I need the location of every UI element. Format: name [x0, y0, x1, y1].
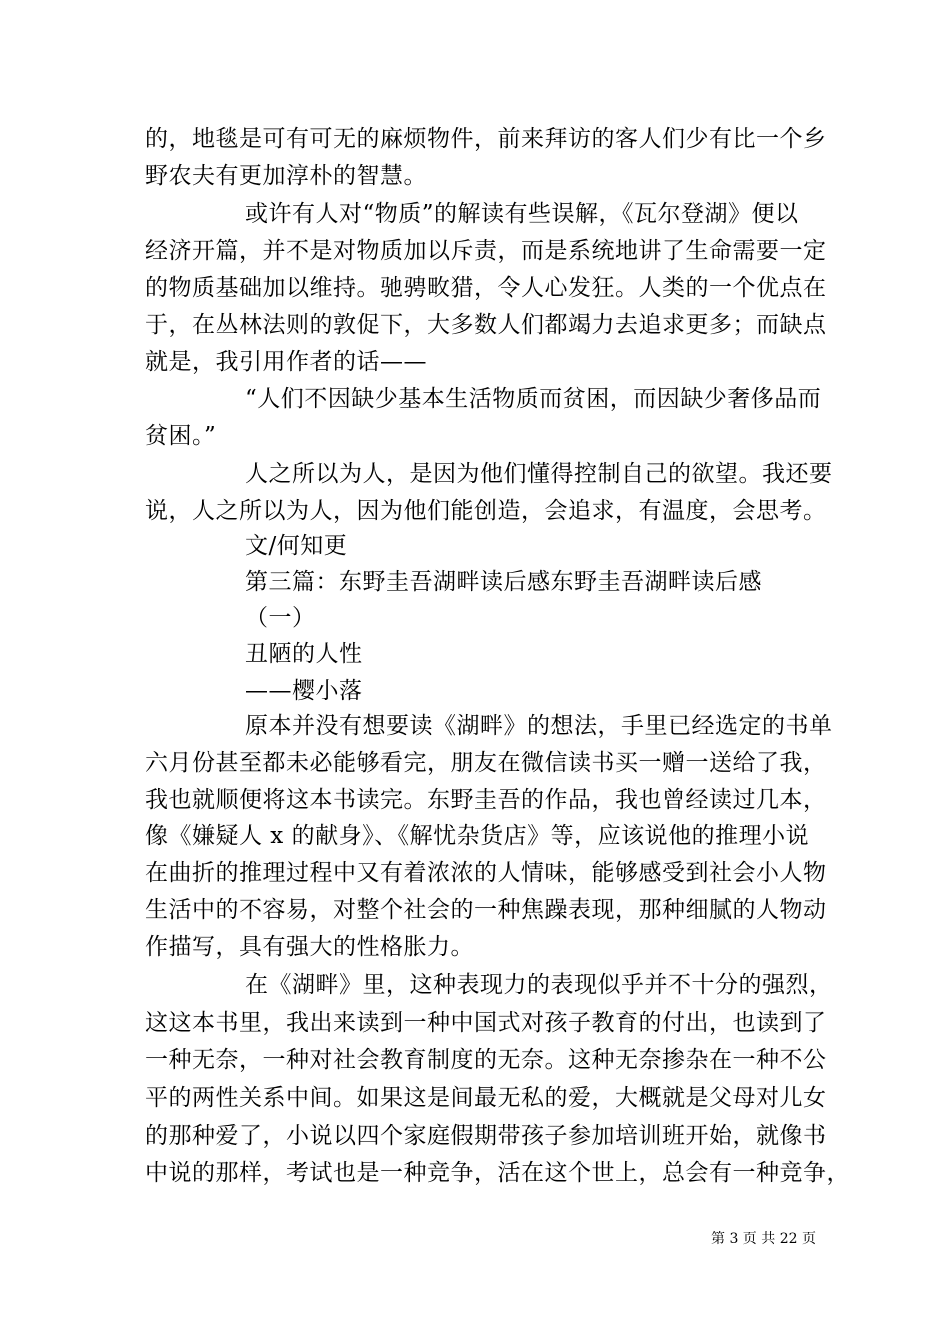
quote-line: “人们不因缺少基本生活物质而贫困，而因缺少奢侈品而: [245, 386, 822, 412]
text-line: 生活中的不容易，对整个社会的一种焦躁表现，那种细腻的人物动: [145, 897, 827, 923]
text-line: 的那种爱了，小说以四个家庭假期带孩子参加培训班开始，就像书: [145, 1123, 827, 1149]
text-line: 像《嫌疑人 x 的献身》、《解忧杂货店》等，应该说他的推理小说: [145, 823, 810, 849]
text-line: 的，地毯是可有可无的麻烦物件，前来拜访的客人们少有比一个乡: [145, 126, 827, 152]
essay-author: ——樱小落: [245, 678, 363, 704]
text-line: 野农夫有更加淳朴的智慧。: [145, 163, 427, 189]
text-line: 于，在丛林法则的敦促下，大多数人们都竭力去追求更多；而缺点: [145, 312, 827, 338]
author-line: 文/何知更: [245, 533, 348, 559]
text-line: 人之所以为人，是因为他们懂得控制自己的欲望。我还要: [245, 461, 833, 487]
text-line: 就是，我引用作者的话——: [145, 349, 427, 375]
essay-title: 丑陋的人性: [245, 641, 363, 667]
text-line: 在《湖畔》里，这种表现力的表现似乎并不十分的强烈，: [245, 972, 833, 998]
text-line: 原本并没有想要读《湖畔》的想法，手里已经选定的书单: [245, 713, 833, 739]
section-number: （一）: [245, 605, 316, 631]
section-heading: 第三篇：东野圭吾湖畔读后感东野圭吾湖畔读后感: [245, 569, 762, 595]
text-line: 一种无奈，一种对社会教育制度的无奈。这种无奈掺杂在一种不公: [145, 1047, 827, 1073]
text-line: 或许有人对“物质”的解读有些误解，《瓦尔登湖》便以: [245, 201, 799, 227]
text-line: 作描写，具有强大的性格胀力。: [145, 934, 474, 960]
text-line: 这这本书里，我出来读到一种中国式对孩子教育的付出，也读到了: [145, 1010, 827, 1036]
text-line: 中说的那样，考试也是一种竞争，活在这个世上，总会有一种竞争，: [145, 1160, 850, 1186]
quote-line: 贫困。”: [145, 423, 217, 449]
page-number-footer: 第 3 页 共 22 页: [711, 1231, 816, 1247]
text-line: 的物质基础加以维持。驰骋畋猎，令人心发狂。人类的一个优点在: [145, 275, 827, 301]
text-line: 我也就顺便将这本书读完。东野圭吾的作品，我也曾经读过几本，: [145, 787, 827, 813]
text-line: 平的两性关系中间。如果这是间最无私的爱，大概就是父母对儿女: [145, 1085, 827, 1111]
text-line: 六月份甚至都未必能够看完，朋友在微信读书买一赠一送给了我，: [145, 750, 827, 776]
text-line: 说，人之所以为人，因为他们能创造，会追求，有温度，会思考。: [145, 498, 827, 524]
text-line: 在曲折的推理过程中又有着浓浓的人情味，能够感受到社会小人物: [145, 860, 827, 886]
text-line: 经济开篇，并不是对物质加以斥责，而是系统地讲了生命需要一定: [145, 238, 827, 264]
